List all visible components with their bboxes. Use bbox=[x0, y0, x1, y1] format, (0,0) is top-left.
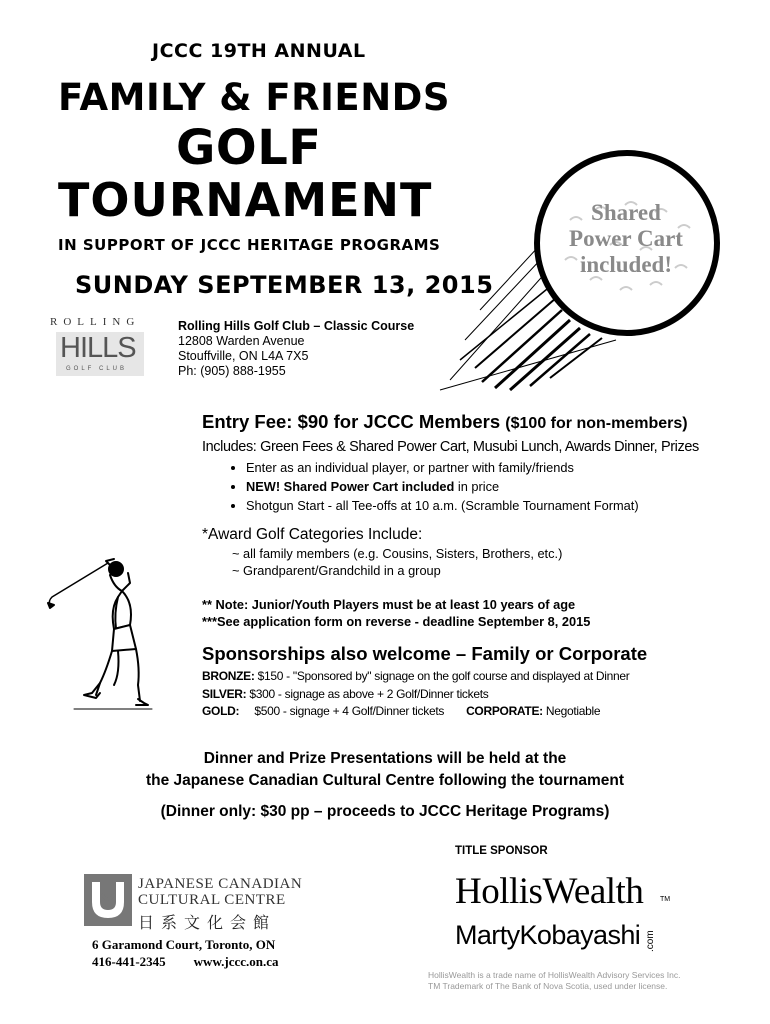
header-support: IN SUPPORT OF JCCC HERITAGE PROGRAMS bbox=[58, 236, 441, 254]
tier-bronze bbox=[202, 668, 629, 686]
marty-dotcom: .com bbox=[645, 930, 656, 952]
club-info bbox=[178, 319, 414, 379]
header-subtitle: JCCC 19TH ANNUAL bbox=[152, 40, 366, 62]
club-name: Rolling Hills Golf Club – Classic Course bbox=[178, 319, 415, 333]
rolling-hills-logo-sub: GOLF CLUB bbox=[66, 366, 128, 372]
note-application: ***See application form on reverse - deadline September 8, 2015 bbox=[202, 614, 591, 629]
dinner-only: (Dinner only: $30 pp – proceeds to JCCC Heritage Programs) bbox=[160, 803, 610, 820]
award-item-grandparent: ~ Grandparent/Grandchild in a group bbox=[232, 563, 441, 578]
entry-fee-nonmembers: ($100 for non-members) bbox=[505, 415, 688, 432]
golfer-illustration bbox=[44, 553, 154, 713]
bullet-shotgun: • Shotgun Start - all Tee-offs at 10 a.m. (Scramble Tournament Format) bbox=[246, 496, 639, 515]
badge-line1: Shared bbox=[591, 200, 661, 225]
award-heading: *Award Golf Categories Include: bbox=[202, 526, 423, 543]
club-phone: Ph: (905) 888-1955 bbox=[178, 364, 286, 378]
shared-cart-badge bbox=[560, 200, 692, 278]
event-date: SUNDAY SEPTEMBER 13, 2015 bbox=[75, 271, 494, 299]
tier-gold-text: $500 - signage + 4 Golf/Dinner tickets bbox=[239, 704, 445, 718]
club-address2: Stouffville, ON L4A 7X5 bbox=[178, 349, 309, 363]
entry-bullets bbox=[222, 458, 639, 515]
tier-bronze-text: $150 - "Sponsored by" signage on the golf course and displayed at Dinner bbox=[254, 669, 630, 683]
rolling-hills-logo-top: ROLLING bbox=[50, 316, 141, 328]
tier-silver bbox=[202, 686, 629, 704]
dinner-line1: Dinner and Prize Presentations will be held at the bbox=[203, 750, 567, 767]
header-family-friends: FAMILY & FRIENDS bbox=[58, 76, 451, 119]
sponsorship-tiers bbox=[202, 668, 629, 721]
bullet-power-cart-rest: in price bbox=[454, 479, 500, 494]
award-item-family: ~ all family members (e.g. Cousins, Sisters, Brothers, etc.) bbox=[232, 546, 563, 561]
holliswealth-tm: TM bbox=[660, 896, 671, 903]
tier-gold bbox=[202, 703, 629, 721]
bullet-power-cart-bold: NEW! Shared Power Cart included bbox=[246, 479, 455, 494]
jccc-address: 6 Garamond Court, Toronto, ON bbox=[92, 937, 276, 952]
notes bbox=[202, 596, 590, 630]
jccc-japanese-name: 日系文化会館 bbox=[138, 913, 277, 932]
entry-fee-members: Entry Fee: $90 for JCCC Members bbox=[202, 411, 501, 432]
entry-fee bbox=[202, 411, 688, 433]
fine-print bbox=[428, 970, 680, 992]
jccc-phone: 416-441-2345 bbox=[92, 954, 166, 969]
tier-silver-text: $300 - signage as above + 2 Golf/Dinner tickets bbox=[246, 686, 489, 701]
tier-silver-label: SILVER: bbox=[202, 686, 247, 701]
bullet-individual: • Enter as an individual player, or partner with family/friends bbox=[246, 458, 639, 477]
jccc-name-line1: JAPANESE CANADIAN bbox=[138, 876, 303, 892]
marty-kobayashi-logo: MartyKobayashi bbox=[455, 920, 641, 950]
jccc-logo-icon bbox=[84, 874, 132, 926]
tier-corporate-text: Negotiable bbox=[542, 704, 601, 718]
tier-bronze-label: BRONZE: bbox=[202, 669, 255, 683]
fine-print-line2: TM Trademark of The Bank of Nova Scotia, used under license. bbox=[428, 981, 668, 991]
header-tournament: TOURNAMENT bbox=[58, 173, 433, 227]
badge-line2: Power Cart bbox=[569, 226, 683, 251]
badge-line3: included! bbox=[579, 252, 673, 277]
sponsorship-heading: Sponsorships also welcome – Family or Corporate bbox=[202, 643, 648, 664]
entry-includes: Includes: Green Fees & Shared Power Cart, Musubi Lunch, Awards Dinner, Prizes bbox=[202, 439, 699, 455]
fine-print-line1: HollisWealth is a trade name of HollisWealth Advisory Services Inc. bbox=[428, 970, 681, 980]
award-categories bbox=[202, 526, 562, 578]
note-junior: ** Note: Junior/Youth Players must be at least 10 years of age bbox=[202, 597, 576, 612]
title-sponsor-label: TITLE SPONSOR bbox=[455, 845, 548, 857]
jccc-name bbox=[138, 876, 302, 908]
holliswealth-logo: HollisWealth bbox=[455, 871, 644, 912]
tier-corporate-label: CORPORATE: bbox=[466, 704, 543, 718]
tier-gold-label: GOLD: bbox=[202, 704, 240, 718]
header-golf: GOLF bbox=[176, 120, 322, 176]
jccc-address-block bbox=[92, 936, 279, 970]
bullet-power-cart bbox=[246, 477, 639, 496]
dinner-line2: the Japanese Canadian Cultural Centre following the tournament bbox=[146, 772, 624, 789]
rolling-hills-logo-main: HILLS bbox=[60, 332, 136, 364]
jccc-contact bbox=[92, 953, 279, 970]
club-address1: 12808 Warden Avenue bbox=[178, 334, 305, 348]
jccc-web: www.jccc.on.ca bbox=[193, 954, 279, 969]
jccc-name-line2: CULTURAL CENTRE bbox=[138, 892, 286, 908]
rolling-hills-logo bbox=[46, 316, 148, 378]
